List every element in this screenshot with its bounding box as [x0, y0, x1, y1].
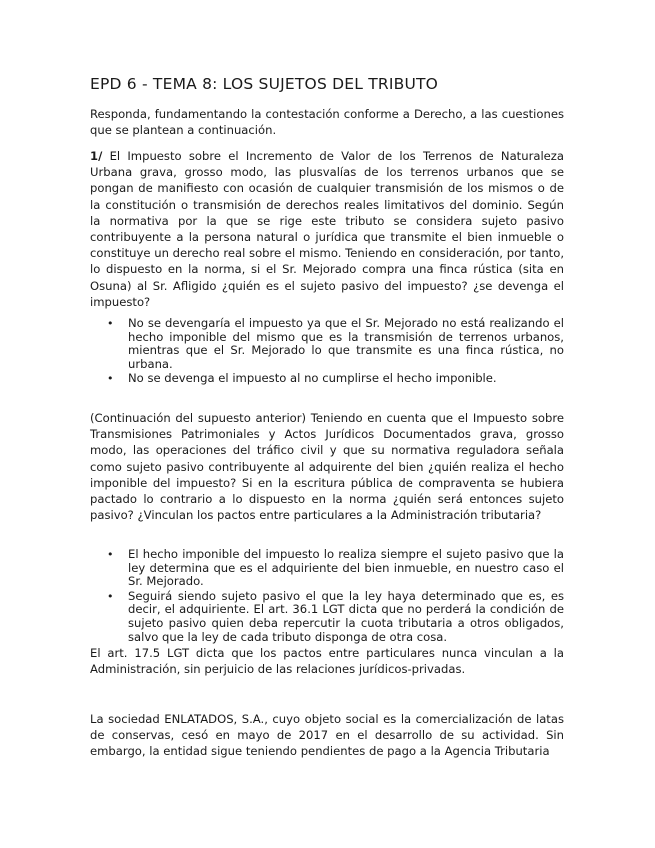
answer-2-item-1: El hecho imponible del impuesto lo realiza siempre el sujeto pasivo que la ley determina que es el adquiriente del bien inmueble, en nuestro caso el Sr. Mejorado.: [128, 547, 564, 589]
answer-2-list: [90, 548, 564, 644]
question-1: [90, 148, 564, 310]
list-item: [90, 548, 564, 589]
question-1-number: 1/: [90, 149, 103, 163]
question-3: La sociedad ENLATADOS, S.A., cuyo objeto social es la comercialización de latas de conservas, cesó en mayo de 2017 en el desarrollo de su actividad. Sin embargo, la entidad sigue teniendo pendientes de pago a la Agencia Tributaria: [90, 712, 564, 759]
answer-1-item-1: No se devengaría el impuesto ya que el Sr. Mejorado no está realizando el hecho imponible del mismo que es la transmisión de terrenos urbanos, mientras que el Sr. Mejorado lo que transmite es una finca rústica, no urbana.: [128, 316, 564, 371]
question-1-text: El Impuesto sobre el Incremento de Valor de los Terrenos de Naturaleza Urbana grava, grosso modo, las plusvalías de los terrenos urbanos que se pongan de manifiesto con ocasión de cualquier transmisión de los mismos o de la constitución o transmisión de derechos reales limitativos del dominio. Según la normativa por la que se rige este tributo se considera sujeto pasivo contribuyente a la persona natural o jurídica que transmite el bien inmueble o constituye un derecho real sobre el mismo. Teniendo en consideración, por tanto, lo dispuesto en la norma, si el Sr. Mejorado compra una finca rústica (sita en Osuna) al Sr. Afligido ¿quién es el sujeto pasivo del impuesto? ¿se devenga el impuesto?: [90, 149, 564, 309]
bullet-icon: •: [107, 317, 114, 330]
bullet-icon: •: [107, 589, 114, 603]
answer-1-list: [90, 317, 564, 386]
article-note: El art. 17.5 LGT dicta que los pactos entre particulares nunca vinculan a la Administración, sin perjuicio de las relaciones jurídicos-privadas.: [90, 646, 564, 677]
list-item: [90, 590, 564, 644]
bullet-icon: •: [107, 372, 114, 386]
document-title: EPD 6 - TEMA 8: LOS SUJETOS DEL TRIBUTO: [90, 75, 439, 93]
question-2: (Continuación del supuesto anterior) Teniendo en cuenta que el Impuesto sobre Transmisiones Patrimoniales y Actos Jurídicos Documentados grava, grosso modo, las operaciones del tráfico civil y que su normativa reguladora señala como sujeto pasivo contribuyente al adquirente del bien ¿quién realiza el hecho imponible del impuesto? Si en la escritura pública de compraventa se hubiera pactado lo contrario a lo dispuesto en la norma ¿quién será entonces sujeto pasivo? ¿Vinculan los pactos entre particulares a la Administración tributaria?: [90, 411, 564, 523]
list-item: [90, 317, 564, 371]
list-item: [90, 372, 564, 386]
intro-paragraph: Responda, fundamentando la contestación conforme a Derecho, a las cuestiones que se plantean a continuación.: [90, 107, 564, 138]
answer-2-item-2: Seguirá siendo sujeto pasivo el que la ley haya determinado que es, es decir, el adquiriente. El art. 36.1 LGT dicta que no perderá la condición de sujeto pasivo quien deba repercutir la cuota tributaria a otros obligados, salvo que la ley de cada tributo disponga de otra cosa.: [128, 588, 564, 644]
answer-1-item-2: No se devenga el impuesto al no cumplirse el hecho imponible.: [128, 371, 497, 386]
bullet-icon: •: [107, 548, 114, 561]
